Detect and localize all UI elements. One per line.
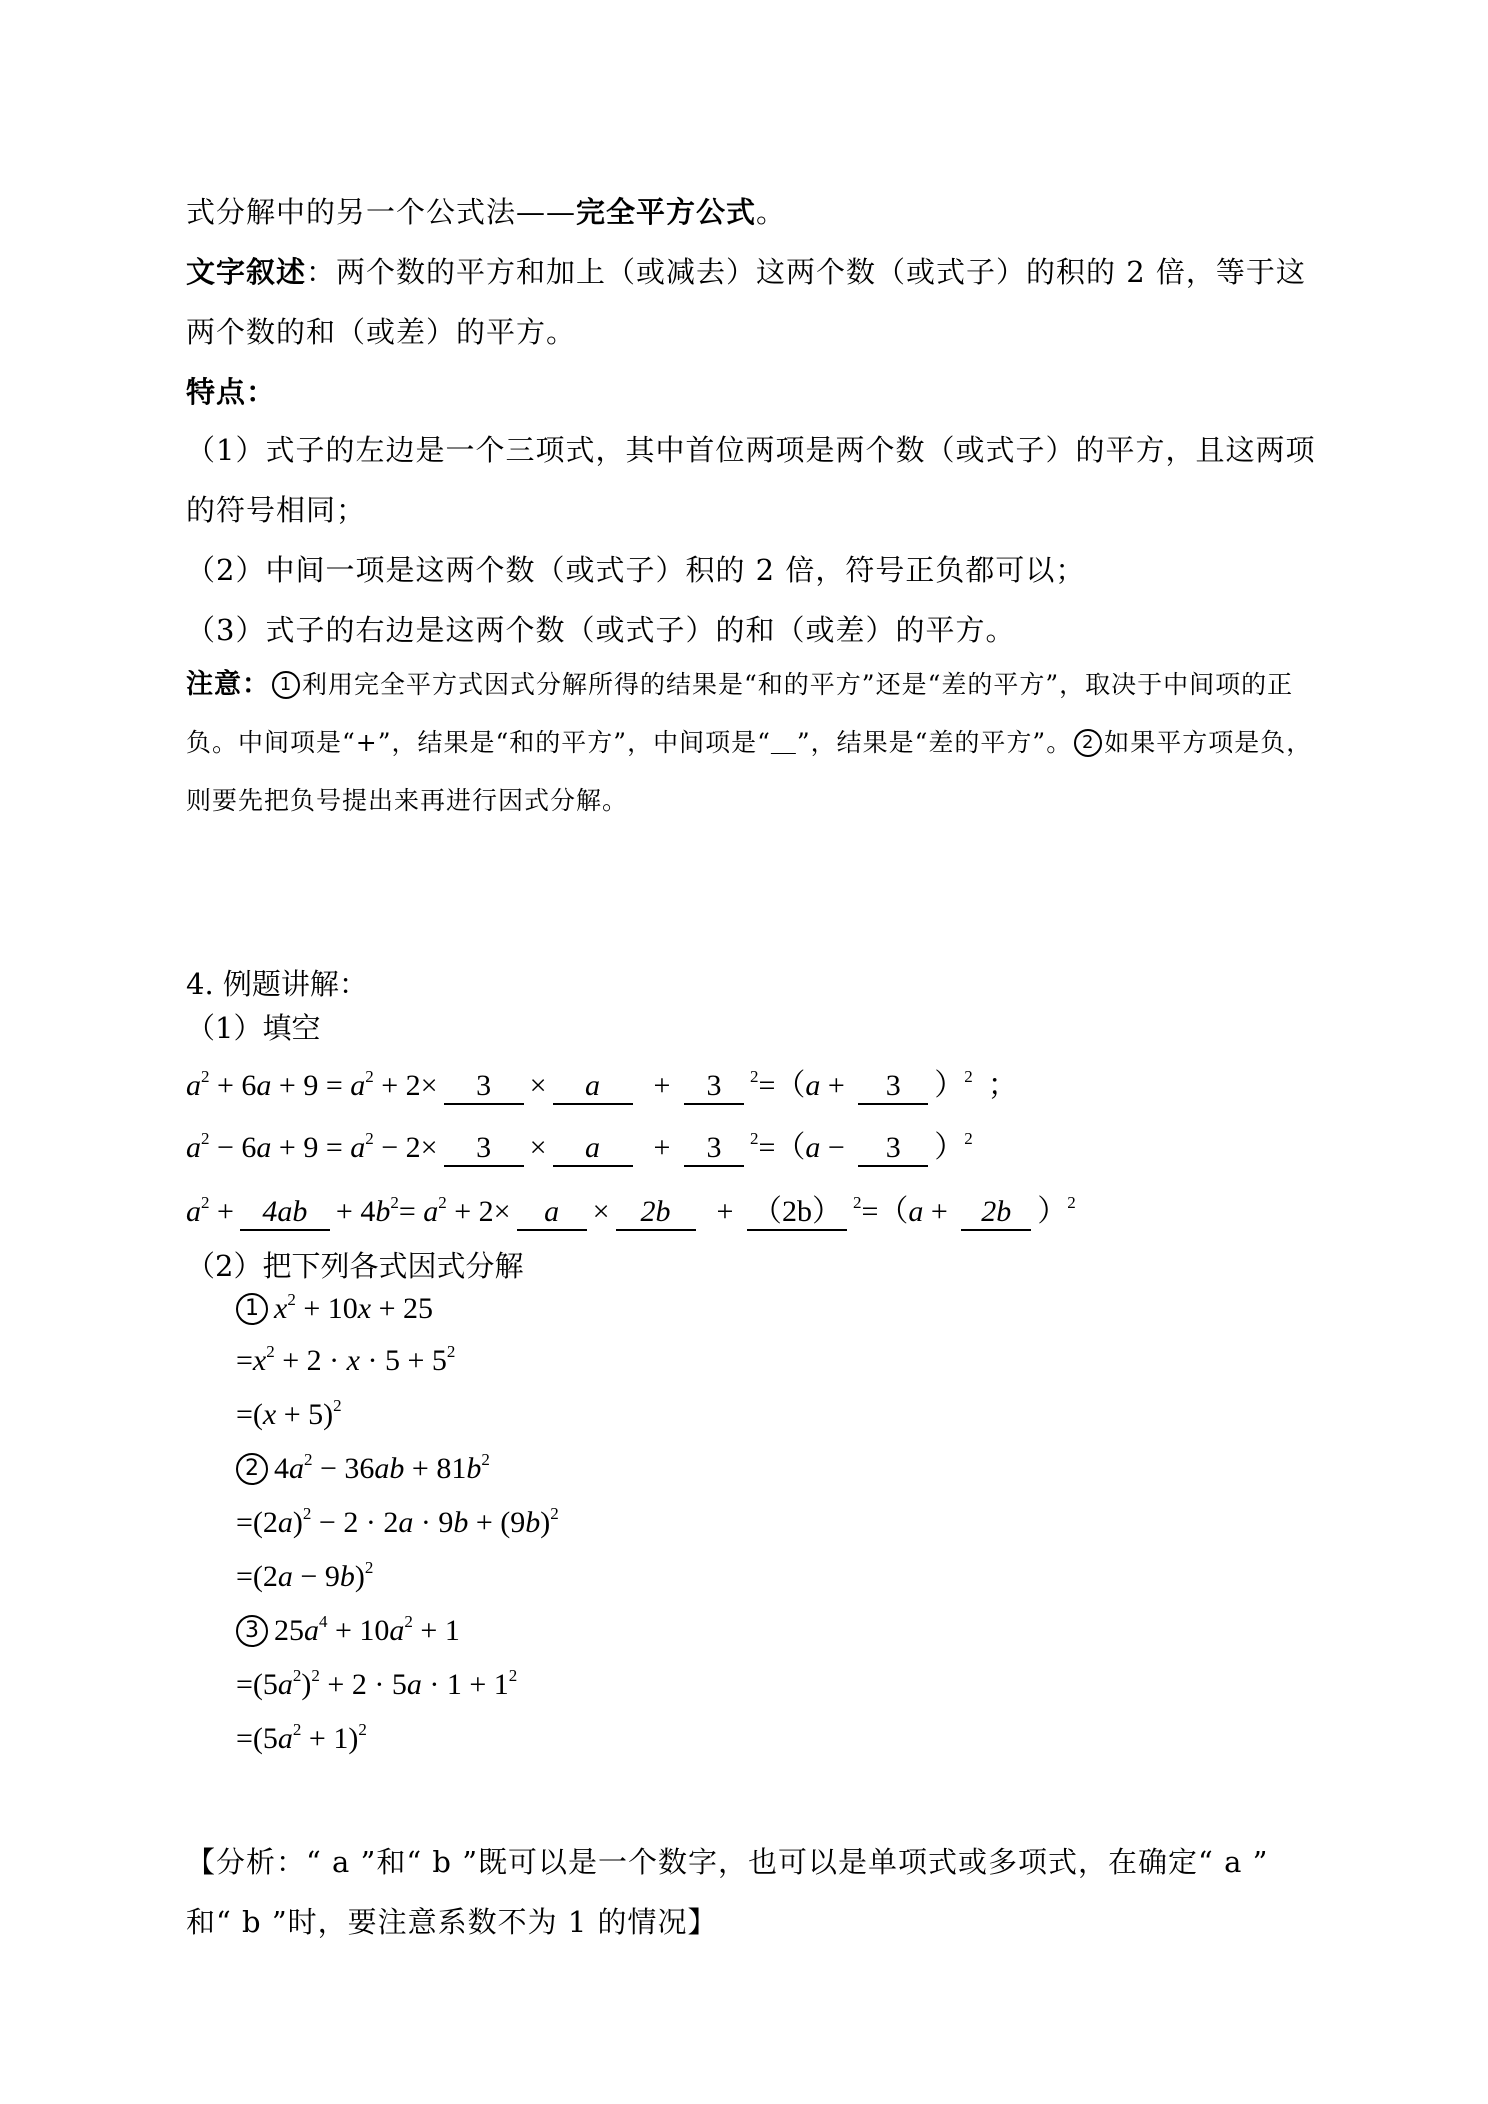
blank: 3	[858, 1069, 928, 1105]
circled-number-icon: 2	[236, 1453, 268, 1485]
circled-number-icon: 2	[1074, 729, 1102, 757]
blank: a	[553, 1069, 633, 1105]
feature-item-3: （3）式子的右边是这两个数（或式子）的和（或差）的平方。	[186, 613, 1016, 647]
factor-step: $=x^2 + 2 \cdot x \cdot 5 + 5^2$	[236, 1342, 456, 1377]
blank: 3	[684, 1131, 744, 1167]
description-label: 文字叙述	[186, 255, 307, 289]
factor-step: $=(2a)^2 - 2 \cdot 2a \cdot 9b + (9b)^2$	[236, 1504, 559, 1539]
feature-item-1: （1）式子的左边是一个三项式，其中首位两项是两个数（或式子）的平方，且这两项的符号相同；	[186, 433, 1316, 527]
circled-number-icon: 1	[272, 671, 300, 699]
blank: 3	[444, 1069, 524, 1105]
note-label: 注意：	[186, 669, 270, 700]
note-part-2: 如果平方项是负，则要先把负号提出来再进行因式分解。	[186, 728, 1313, 815]
note-paragraph	[186, 656, 1316, 830]
analysis-line-2: 和“ b ”时，要注意系数不为 1 的情况】	[186, 1905, 718, 1939]
factor-problem-2: 2 $4a^2 - 36ab + 81b^2$	[236, 1452, 490, 1487]
blank: 3	[444, 1131, 524, 1167]
blank: a	[517, 1195, 587, 1231]
fill-blank-title: （1）填空	[186, 1011, 321, 1045]
factor-step: $=(2a - 9b)^2$	[236, 1558, 374, 1593]
fill-equation-1: $a^2 + 6a + 9 = a^2 + 2\times 3 \times a + 3$ $^2$=（a + 3 ）$^2$ ；	[186, 1060, 1018, 1105]
blank: （2b）	[747, 1195, 847, 1231]
feature-item-2: （2）中间一项是这两个数（或式子）积的 2 倍，符号正负都可以；	[186, 553, 1086, 587]
fill-equation-2: $a^2 - 6a + 9 = a^2 - 2\times 3 \times a + 3$ $^2$=（a − 3 ）$^2$	[186, 1122, 973, 1167]
description-paragraph	[186, 242, 1316, 362]
analysis-line-1: 【分析：“ a ”和“ b ”既可以是一个数字，也可以是单项式或多项式，在确定“ a ”	[186, 1845, 1269, 1879]
blank: 3	[858, 1131, 928, 1167]
fill-equation-3: $a^2 + 4ab + 4b^2= a^2 + 2\times a \times 2b + (2b) ^2=(a + 2b$ ）$^2$	[186, 1186, 1076, 1231]
blank: 4ab	[240, 1195, 330, 1231]
circled-number-icon: 1	[236, 1293, 268, 1325]
intro-bold-term: 完全平方公式	[576, 195, 757, 229]
note-part-1: 利用完全平方式因式分解所得的结果是“和的平方”还是“差的平方”，取决于中间项的正负。中间项是“+”，结果是“和的平方”，中间项是“＿”，结果是“差的平方”。	[186, 670, 1294, 757]
intro-prefix: 式分解中的另一个公式法——	[186, 195, 577, 229]
factor-problem-1: 1 $x^2 + 10x + 25$	[236, 1292, 433, 1327]
blank: 2b	[616, 1195, 696, 1231]
blank: 3	[684, 1069, 744, 1105]
blank: 2b	[961, 1195, 1031, 1231]
factor-problem-3: 3 $25a^4 + 10a^2 + 1$	[236, 1614, 460, 1649]
examples-title: 4. 例题讲解：	[186, 967, 368, 1001]
factor-step: $=(5a^2)^2 + 2 \cdot 5a \cdot 1 + 1^2$	[236, 1666, 518, 1701]
factorize-title: （2）把下列各式因式分解	[186, 1249, 524, 1283]
blank: a	[553, 1131, 633, 1167]
factor-step: $=(x + 5)^2$	[236, 1396, 342, 1431]
description-colon: ：	[306, 255, 337, 289]
description-text: 两个数的平方和加上（或减去）这两个数（或式子）的积的 2 倍，等于这两个数的和（或差）的平方。	[186, 255, 1306, 349]
intro-line	[186, 182, 1316, 242]
circled-number-icon: 3	[236, 1615, 268, 1647]
features-label: 特点：	[186, 375, 277, 409]
factor-step: $=(5a^2 + 1)^2$	[236, 1720, 367, 1755]
intro-suffix: 。	[756, 195, 787, 229]
